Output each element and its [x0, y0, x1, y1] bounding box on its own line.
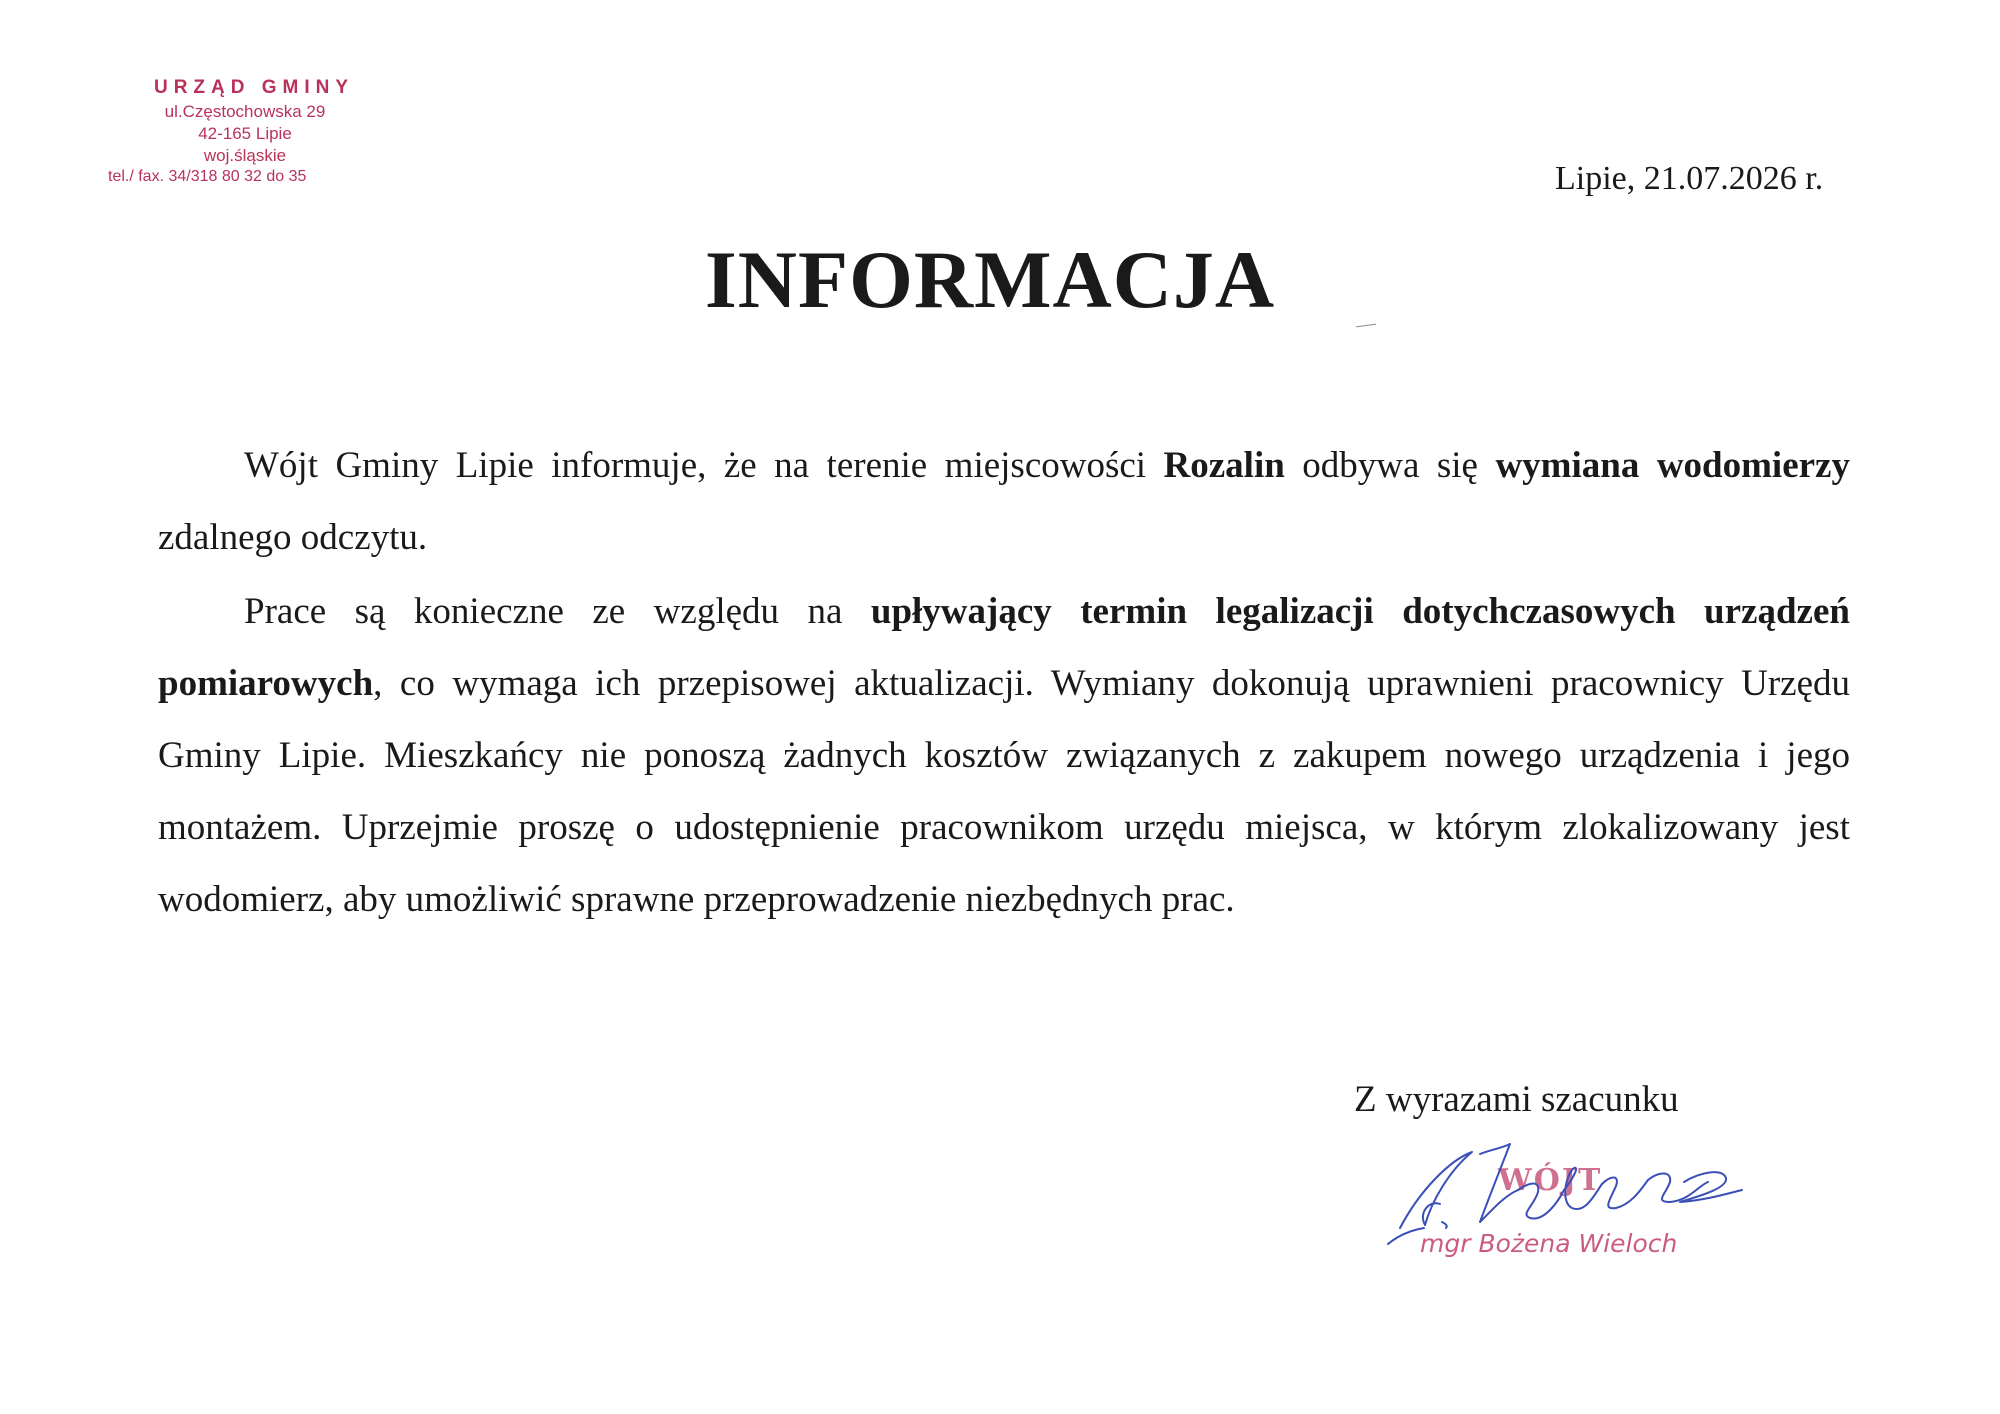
p1-bold-location: Rozalin	[1163, 445, 1285, 486]
p2-text-2: , co wymaga ich przepisowej aktualizacji. Wymiany dokonują uprawnieni pracownicy Urzędu Gminy Lipie. Mieszkańcy nie ponoszą żadnych kosztów związanych z zakupem nowego urządzenia i jego montażem. Uprzejmie proszę o udostępnienie pracownikom urzędu miejsca, w którym zlokalizowany jest wodomierz, aby umożliwić sprawne przeprowadzenie niezbędnych prac.	[158, 663, 1850, 920]
document-date: Lipie, 21.07.2026 r.	[1555, 160, 1824, 197]
stamp-office-name: URZĄD GMINY	[153, 77, 355, 98]
p1-text-1: Wójt Gminy Lipie informuje, że na terenie miejscowości	[244, 445, 1164, 486]
stamp-phone: tel./ fax. 34/318 80 32 do 35	[108, 168, 307, 185]
signature-stamp-title: WÓJT	[1498, 1163, 1603, 1198]
p1-bold-subject: wymiana wodomierzy	[1495, 445, 1850, 486]
paragraph-details	[158, 574, 1850, 936]
p2-text-1: Prace są konieczne ze względu na	[244, 591, 871, 632]
heading-text: INFORMACJA	[704, 234, 1276, 325]
signature-stamp-name: mgr Bożena Wieloch	[1420, 1229, 1678, 1258]
signature-block	[1380, 1130, 1800, 1280]
p2-bold-reason: upływający termin legalizacji dotychczasowych urządzeń pomiarowych	[158, 591, 1850, 704]
document-body	[158, 430, 1850, 936]
p1-text-2: odbywa się	[1284, 445, 1496, 486]
signature-graphic	[1380, 1130, 1800, 1280]
stamp-street: ul.Częstochowska 29	[164, 102, 326, 121]
stamp-region: woj.śląskie	[203, 146, 287, 165]
paragraph-announcement	[158, 430, 1850, 574]
document-heading	[0, 233, 2000, 327]
p1-text-3: zdalnego odczytu.	[158, 517, 428, 558]
office-stamp	[100, 78, 390, 190]
stamp-postal: 42-165 Lipie	[198, 124, 292, 143]
closing-salutation: Z wyrazami szacunku	[1354, 1079, 1679, 1120]
